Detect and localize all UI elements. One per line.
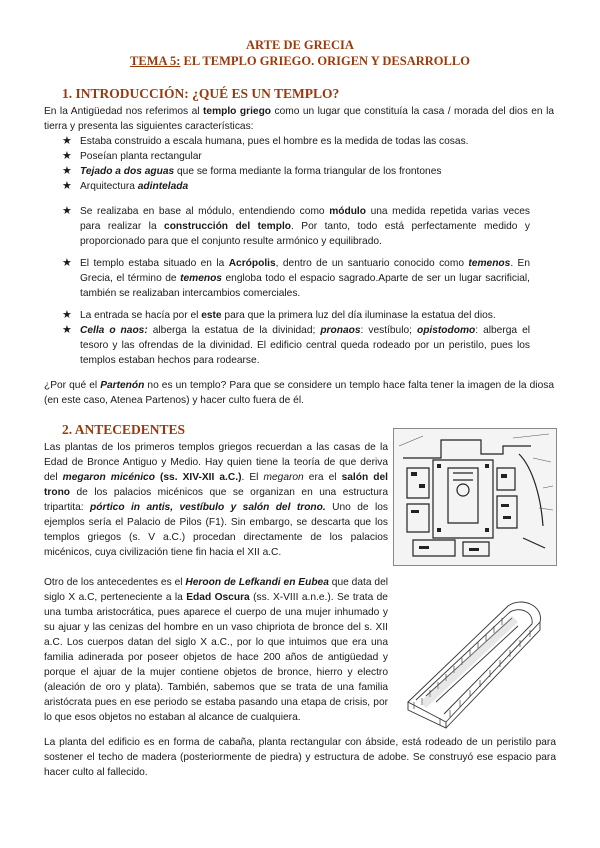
question-term: Partenón	[100, 380, 145, 391]
bullet-text	[80, 323, 530, 368]
star-bullet-icon: ★	[62, 180, 72, 192]
bullet-term: pronaos	[320, 325, 361, 336]
subtitle-text: EL TEMPLO GRIEGO. ORIGEN Y DESARROLLO	[180, 54, 470, 68]
star-bullet-icon: ★	[62, 257, 72, 269]
question-lead: ¿Por qué el	[44, 380, 101, 391]
intro-text-a: En la Antigüedad nos referimos al	[44, 106, 204, 117]
star-bullet-icon: ★	[62, 324, 72, 336]
star-bullet-icon: ★	[62, 135, 72, 147]
bullet-term: temenos	[468, 258, 511, 269]
bullet-term: opistodomo	[416, 325, 476, 336]
bullet-lead: Se realizaba en base al módulo, entendiendo como	[80, 206, 330, 217]
bullet-mid: . En Grecia, el término de	[80, 258, 530, 284]
star-bullet-icon: ★	[62, 165, 72, 177]
list-item	[62, 308, 530, 323]
bullet-text	[80, 204, 530, 249]
bullet-text	[80, 308, 530, 323]
bullet-mid: alberga la estatua de la divinidad;	[147, 325, 321, 336]
bullet-lead: El templo estaba situado en la	[80, 258, 229, 269]
bullet-term: este	[201, 310, 222, 321]
bullet-term: adintelada	[137, 181, 189, 192]
list-item	[62, 164, 530, 179]
section-1-heading: 1. INTRODUCCIÓN: ¿QUÉ ES UN TEMPLO?	[62, 86, 340, 101]
date-term: (ss. XIV-XII a.C.)	[154, 472, 242, 483]
bullet-mid: : vestíbulo;	[360, 325, 417, 336]
bullet-mid: una medida repetida varias veces para realizar la	[80, 206, 530, 232]
subtitle-prefix: TEMA 5:	[130, 54, 181, 68]
bullet-text: Poseían planta rectangular	[80, 151, 202, 162]
text-run: Las plantas de los primeros templos griegos recuerdan a las casas de la Edad de Bronce Antiguo y Medio. Hay quien tiene la teoría de que deriva del	[44, 442, 388, 483]
text-run: (ss. X-VIII a.n.e.). Se trata de una tumba aristocrática, pues aparece el cuerpo de una mujer inhumado y su ajuar y las cenizas del hombre en un vaso chipriota de bronce del s. XII a.C. Los cuerpos datan del siglo X a.C., por lo que intuimos que era una familia adinerada por poseer objetos de hace 200 años de antigüedad y porque el ajuar de la mujer contiene objetos de bronce, hierro y electro (aleación de oro y plata). También, sabemos que se trata de una familia aristócrata pues en ese periodo se estaba pasando una etapa de crisis, por lo que esos objetos no estaban al alcance de cualquiera.	[44, 592, 388, 723]
text-run: Otro de los antecedentes es el	[44, 577, 186, 588]
text-run: que data del siglo X a.C, perteneciente a la	[44, 577, 388, 603]
bullet-term: módulo	[329, 206, 366, 217]
list-item	[62, 256, 530, 301]
heroon-lefkandi-figure	[400, 598, 558, 730]
antecedentes-paragraph-2	[44, 575, 388, 725]
list-item	[62, 179, 530, 194]
bullet-lead: Arquitectura	[80, 181, 138, 192]
bullet-term: construcción del templo	[164, 221, 292, 232]
antecedentes-paragraph-1	[44, 440, 388, 560]
text-run: de los palacios micénicos que se organizan en una estructura tripartita:	[44, 487, 388, 513]
bullet-mid: , dentro de un santuario conocido como	[275, 258, 469, 269]
list-item	[62, 149, 530, 164]
star-bullet-icon: ★	[62, 205, 72, 217]
term: megaron micénico	[62, 472, 155, 483]
bullet-term: Cella o naos:	[80, 325, 148, 336]
term: pórtico in antis, vestíbulo y salón del trono.	[90, 502, 326, 513]
text-run: era el	[303, 472, 342, 483]
list-item	[62, 204, 530, 249]
bullet-rest: que se forma mediante la forma triangular de los frontones	[174, 166, 442, 177]
bullet-lead: La entrada se hacía por el	[80, 310, 202, 321]
antecedentes-paragraph-3: La planta del edificio es en forma de cabaña, planta rectangular con ábside, está rodeado de un peristilo para sostener el techo de madera (posteriormente de piedra) y estructura de adobe. Se construyó ese espacio para hacer culto al fallecido.	[44, 737, 556, 778]
question-rest: no es un templo? Para que se considere un templo hace falta tener la imagen de la diosa (en este caso, Atenea Partenos) y hacer culto fuera de él.	[44, 380, 554, 406]
star-bullet-icon: ★	[62, 309, 72, 321]
section-2-heading: 2. ANTECEDENTES	[62, 422, 186, 437]
text-run: . El	[241, 472, 264, 483]
bullet-text: Estaba construido a escala humana, pues el hombre es la medida de todas las cosas.	[80, 136, 469, 147]
list-item	[62, 134, 530, 149]
term: Edad Oscura	[186, 592, 250, 603]
bullet-text	[80, 256, 530, 301]
text-run: Uno de los ejemplos sería el Palacio de Pilos (F1). Sin embargo, se descarta que los templos griegos (s. V a.C.) procedan directamente de los palacios micénicos, cuya civilización tiene fin hacia el XII a.C.	[44, 502, 388, 558]
bullet-rest: para que la primera luz del día iluminase la estatua del dios.	[221, 310, 496, 321]
list-item	[62, 323, 530, 368]
palace-plan-figure	[393, 428, 557, 566]
star-bullet-icon: ★	[62, 150, 72, 162]
document-title: ARTE DE GRECIA	[246, 38, 354, 52]
bullet-rest: engloba todo el espacio sagrado.Aparte de ser un lugar sacrificial, también se realizaban intercambios comerciales.	[80, 273, 530, 299]
bullet-text	[80, 179, 530, 194]
bullet-term: Tejado a dos aguas	[80, 166, 175, 177]
bullet-rest: . Por tanto, todo está perfectamente medido y proporcionado para que el conjunto resulte armónico y equilibrado.	[80, 221, 530, 247]
bullet-term: Acrópolis	[228, 258, 276, 269]
bullet-text	[80, 164, 530, 179]
bullet-rest: : alberga el tesoro y las ofrendas de la divinidad. El edificio central queda rodeado por un peristilo, pues los templos estaban hechos para rodearse.	[80, 325, 530, 366]
term: salón del trono	[44, 472, 388, 498]
intro-paragraph	[44, 104, 554, 134]
document-subtitle	[0, 54, 600, 69]
term: megaron	[263, 472, 304, 483]
question-paragraph	[44, 378, 554, 408]
intro-text-c: como un lugar que constituía la casa / morada del dios en la tierra y presenta las siguientes características:	[44, 106, 554, 132]
term: Heroon de Lefkandi en Eubea	[185, 577, 329, 588]
bullet-term: temenos	[180, 273, 222, 284]
intro-term: templo griego	[203, 106, 272, 117]
